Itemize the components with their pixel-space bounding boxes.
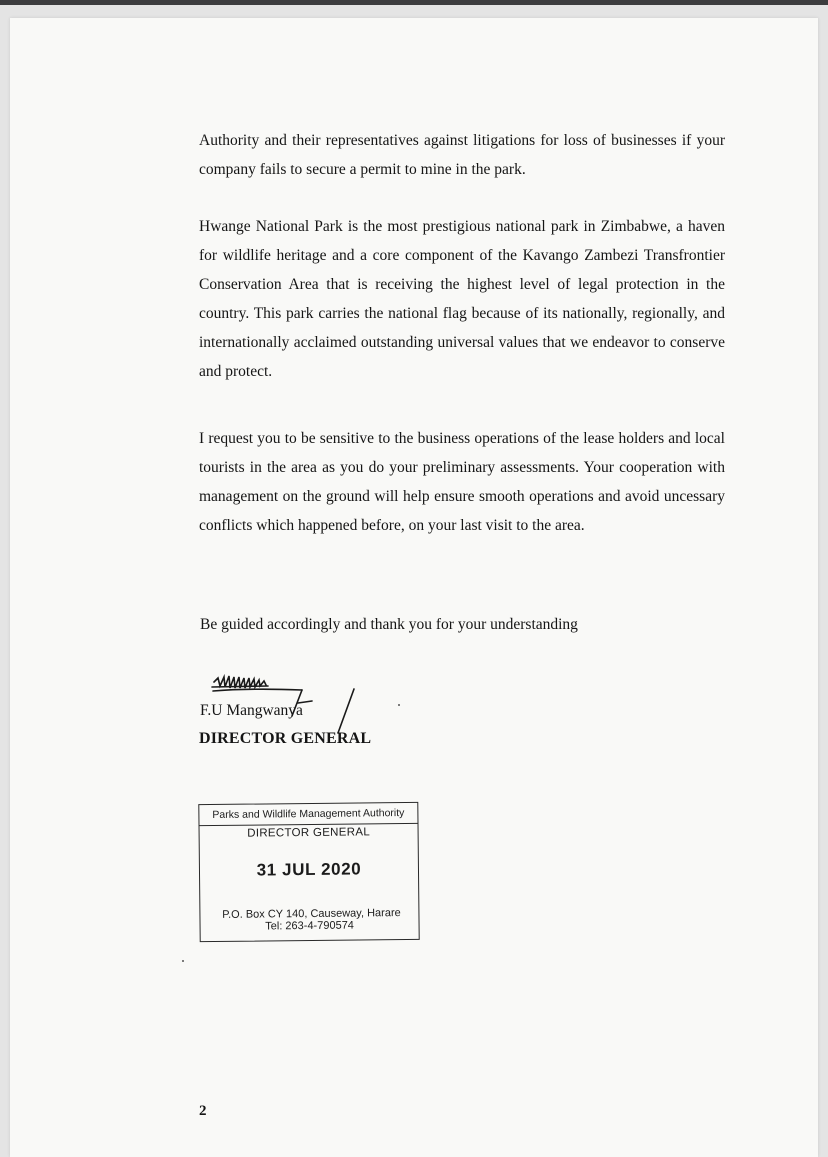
handwritten-signature bbox=[200, 660, 360, 736]
stamp-organization: Parks and Wildlife Management Authority bbox=[199, 803, 417, 826]
paper-speck bbox=[398, 704, 400, 706]
page-number: 2 bbox=[199, 1103, 207, 1119]
stamp-title: DIRECTOR GENERAL bbox=[247, 826, 371, 840]
paragraph-litigation: Authority and their representatives against litigations for loss of businesses if your company fails to secure a permit to mine in the park. bbox=[199, 132, 725, 178]
official-stamp bbox=[198, 802, 419, 942]
document-page bbox=[10, 18, 818, 1157]
signatory-title: DIRECTOR GENERAL bbox=[199, 730, 372, 747]
paragraph-hwange-park: Hwange National Park is the most prestigious national park in Zimbabwe, a haven for wildlife heritage and a core component of the Kavango Zambezi Transfrontier Conservation Area that is receiving the highest level of legal protection in the country. This park carries the national flag because of its nationally, regionally, and internationally acclaimed outstanding universal values that we endeavor to conserve and protect. bbox=[199, 218, 725, 380]
viewer-top-bar bbox=[0, 0, 828, 5]
stamp-telephone: Tel: 263-4-790574 bbox=[265, 919, 354, 933]
closing-line: Be guided accordingly and thank you for your understanding bbox=[200, 616, 578, 633]
paper-speck bbox=[182, 960, 184, 962]
signatory-name: F.U Mangwanya bbox=[200, 702, 303, 719]
stamp-date: 31 JUL 2020 bbox=[256, 859, 362, 880]
stamp-address: P.O. Box CY 140, Causeway, Harare bbox=[222, 907, 401, 921]
paragraph-request: I request you to be sensitive to the business operations of the lease holders and local tourists in the area as you do your preliminary assessments. Your cooperation with management on the ground will help ensure smooth operations and avoid uncessary conflicts which happened before, on your last visit to the area. bbox=[199, 430, 725, 534]
